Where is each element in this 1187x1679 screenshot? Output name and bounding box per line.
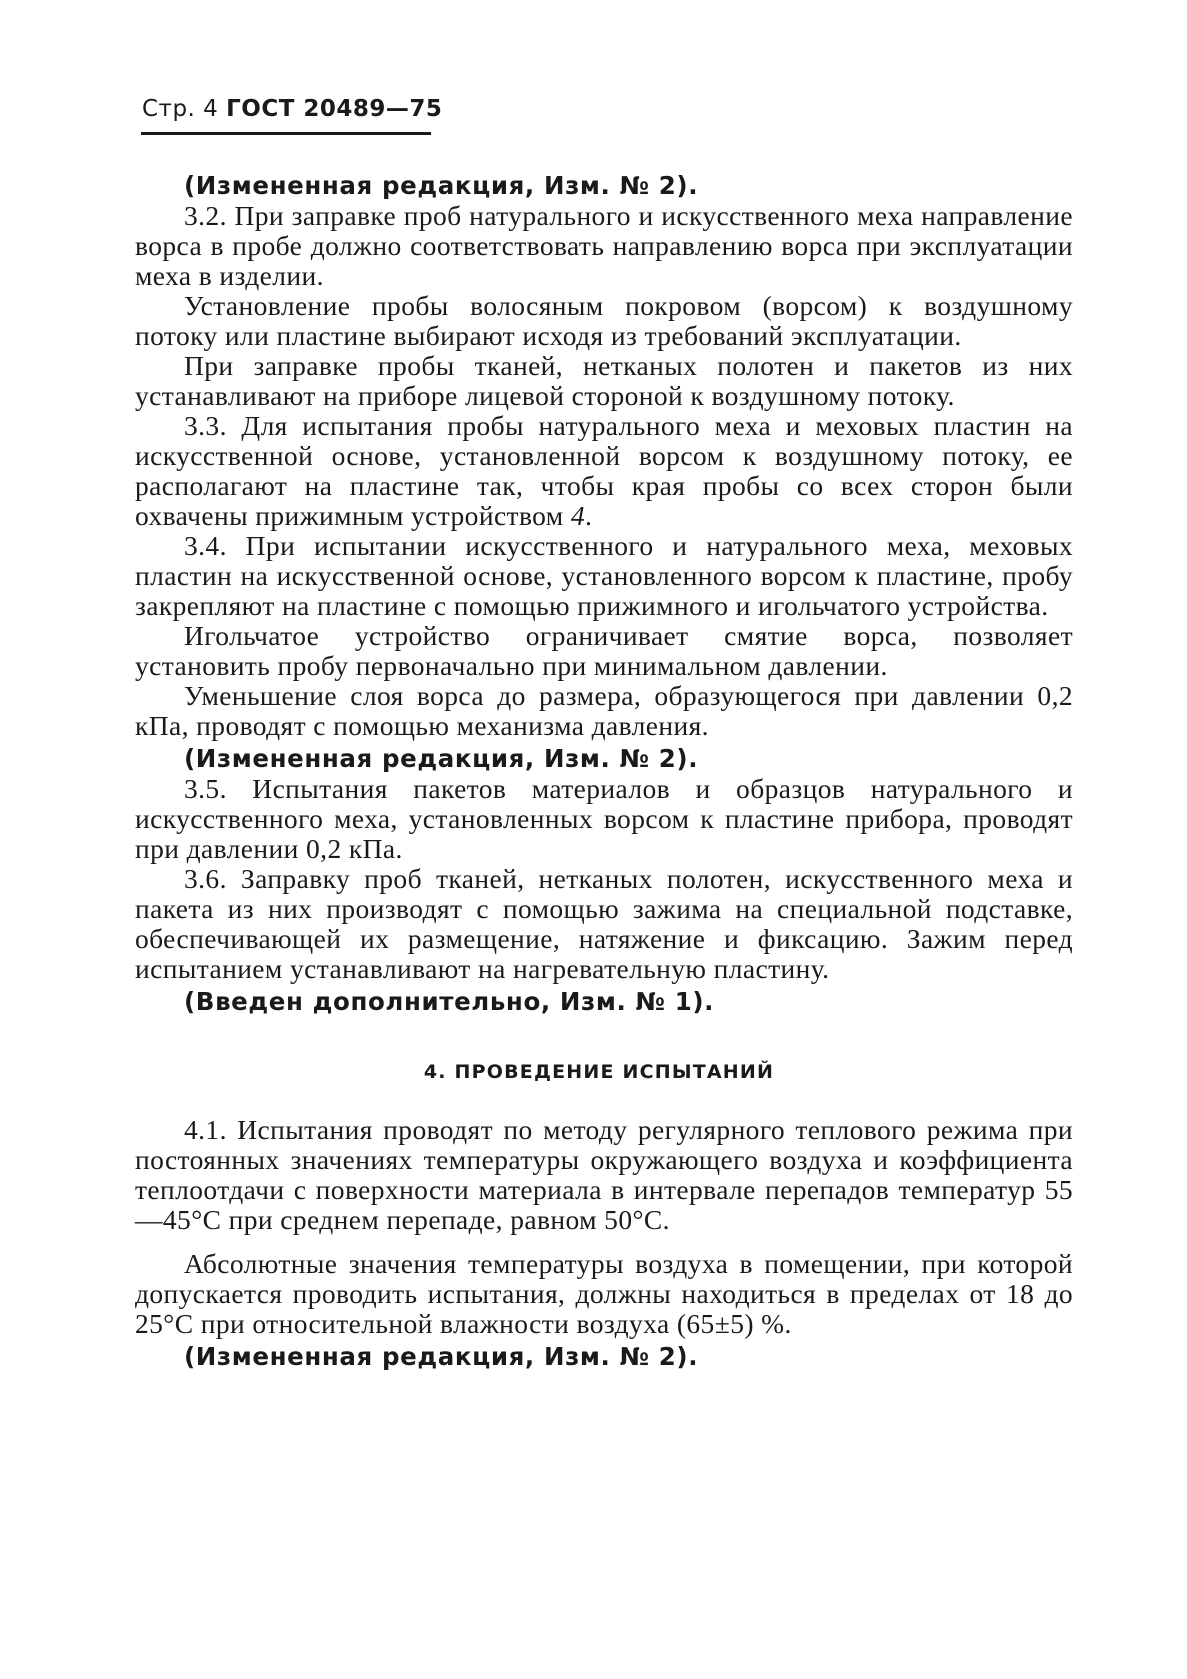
standard-designation: ГОСТ 20489—75 <box>226 96 443 122</box>
clause-4-1-paragraph-2: Абсолютные значения температуры воздуха в помещении, при которой допускается проводить испытания, должны находиться в пределах от 18 до 25°С при относительной влажности воздуха (65±5) %. <box>135 1248 1073 1339</box>
clause-3-3-text: 3.3. Для испытания пробы натурального меха и меховых пластин на искусственной основе, установленной ворсом к воздушному потоку, ее располагают на пластине так, чтобы края пробы со всех сторон были охвачены прижимным устройством <box>135 410 1073 531</box>
amendment-note: (Измененная редакция, Изм. № 2). <box>184 171 699 200</box>
clause-3-2-paragraph-3: При заправке пробы тканей, нетканых полотен и пакетов из них устанавливают на приборе лицевой стороной к воздушному потоку. <box>135 350 1073 411</box>
amendment-note: (Измененная редакция, Изм. № 2). <box>184 744 699 773</box>
section-4 <box>135 1115 1073 1372</box>
page-header <box>142 96 442 122</box>
clause-3-3-device-number: 4 <box>570 500 586 531</box>
clause-3-3: 3.3. Для испытания пробы натурального меха и меховых пластин на искусственной основе, установленной ворсом к воздушному потоку, ее располагают на пластине так, чтобы края пробы со всех сторон были охвачены прижимным устройством 4. <box>135 410 1073 531</box>
clause-3-5: 3.5. Испытания пакетов материалов и образцов натурального и искусственного меха, установленных ворсом к пластине прибора, проводят при давлении 0,2 кПа. <box>135 773 1073 864</box>
section-title: 4. ПРОВЕДЕНИЕ ИСПЫТАНИЙ <box>423 1061 775 1083</box>
clause-3-2-paragraph-2: Установление пробы волосяным покровом (ворсом) к воздушному потоку или пластине выбирают исходя из требований эксплуатации. <box>135 290 1073 351</box>
amendment-note: (Измененная редакция, Изм. № 2). <box>184 1342 699 1371</box>
amendment-note: (Введен дополнительно, Изм. № 1). <box>184 987 715 1016</box>
clause-3-4-paragraph-3: Уменьшение слоя ворса до размера, образующегося при давлении 0,2 кПа, проводят с помощью механизма давления. <box>135 680 1073 741</box>
clause-3-4-paragraph-2: Игольчатое устройство ограничивает смятие ворса, позволяет установить пробу первоначально при минимальном давлении. <box>135 620 1073 681</box>
page-number-label: Стр. 4 <box>142 96 219 122</box>
header-rule <box>141 132 431 135</box>
clause-3-4: 3.4. При испытании искусственного и натурального меха, меховых пластин на искусственной основе, установленного ворсом к пластине, пробу закрепляют на пластине с помощью прижимного и игольчатого устройства. <box>135 530 1073 621</box>
clause-3-2: 3.2. При заправке проб натурального и искусственного меха направление ворса в пробе должно соответствовать направлению ворса при эксплуатации меха в изделии. <box>135 200 1073 291</box>
clause-4-1: 4.1. Испытания проводят по методу регулярного теплового режима при постоянных значениях температуры окружающего воздуха и коэффициента теплоотдачи с поверхности материала в интервале перепадов температур 55—45°С при среднем перепаде, равном 50°С. <box>135 1114 1073 1235</box>
clause-3-6: 3.6. Заправку проб тканей, нетканых полотен, искусственного меха и пакета из них производят с помощью зажима на специальной подставке, обеспечивающей их размещение, натяжение и фиксацию. Зажим перед испытанием устанавливают на нагревательную пластину. <box>135 863 1073 984</box>
document-body <box>135 170 1073 1372</box>
